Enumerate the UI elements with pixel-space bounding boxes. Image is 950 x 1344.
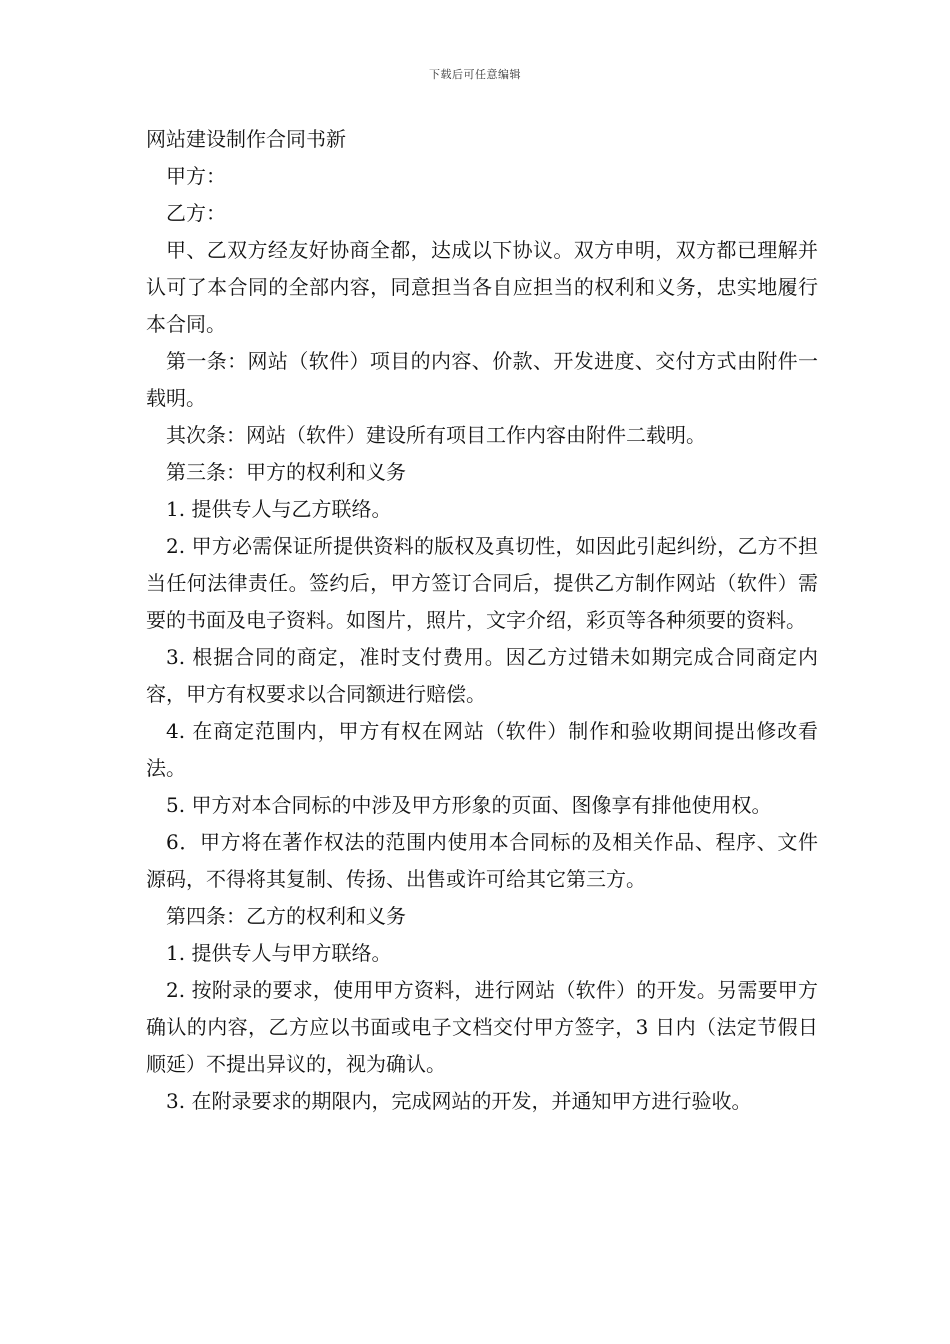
article-3-item-3: 3. 根据合同的商定，准时支付费用。因乙方过错未如期完成合同商定内容，甲方有权要求以合同额进行赔偿。 — [146, 645, 818, 706]
agreement-preamble: 甲、乙双方经友好协商全都，达成以下协议。双方申明，双方都已理解并认可了本合同的全部内容，同意担当各自应担当的权利和义务，忠实地履行本合同。 — [146, 238, 818, 336]
article-3-item-4: 4. 在商定范围内，甲方有权在网站（软件）制作和验收期间提出修改看法。 — [146, 719, 818, 780]
article-4-heading: 第四条：乙方的权利和义务 — [166, 904, 406, 928]
party-a-line: 甲方： — [166, 164, 226, 188]
article-1: 第一条：网站（软件）项目的内容、价款、开发进度、交付方式由附件一载明。 — [146, 349, 818, 410]
header-note: 下载后可任意编辑 — [429, 68, 521, 81]
party-b-line: 乙方： — [166, 201, 226, 225]
article-3-heading: 第三条：甲方的权利和义务 — [166, 460, 406, 484]
document-body — [146, 121, 818, 1120]
article-4-item-2: 2. 按附录的要求，使用甲方资料，进行网站（软件）的开发。另需要甲方确认的内容，乙方应以书面或电子文档交付甲方签字，3 日内（法定节假日顺延）不提出异议的，视为确认。 — [146, 978, 818, 1076]
article-2: 其次条：网站（软件）建设所有项目工作内容由附件二载明。 — [166, 423, 706, 447]
article-3-item-1: 1. 提供专人与乙方联络。 — [166, 497, 392, 521]
article-3-item-5: 5. 甲方对本合同标的中涉及甲方形象的页面、图像享有排他使用权。 — [166, 793, 772, 817]
document-title: 网站建设制作合同书新 — [146, 127, 346, 151]
article-4-item-1: 1. 提供专人与甲方联络。 — [166, 941, 392, 965]
article-4-item-3: 3. 在附录要求的期限内，完成网站的开发，并通知甲方进行验收。 — [166, 1089, 752, 1113]
article-3-item-2: 2. 甲方必需保证所提供资料的版权及真切性，如因此引起纠纷，乙方不担当任何法律责任。签约后，甲方签订合同后，提供乙方制作网站（软件）需要的书面及电子资料。如图片，照片，文字介绍，彩页等各种须要的资料。 — [146, 534, 818, 632]
article-3-item-6: 6．甲方将在著作权法的范围内使用本合同标的及相关作品、程序、文件源码，不得将其复制、传扬、出售或许可给其它第三方。 — [146, 830, 818, 891]
